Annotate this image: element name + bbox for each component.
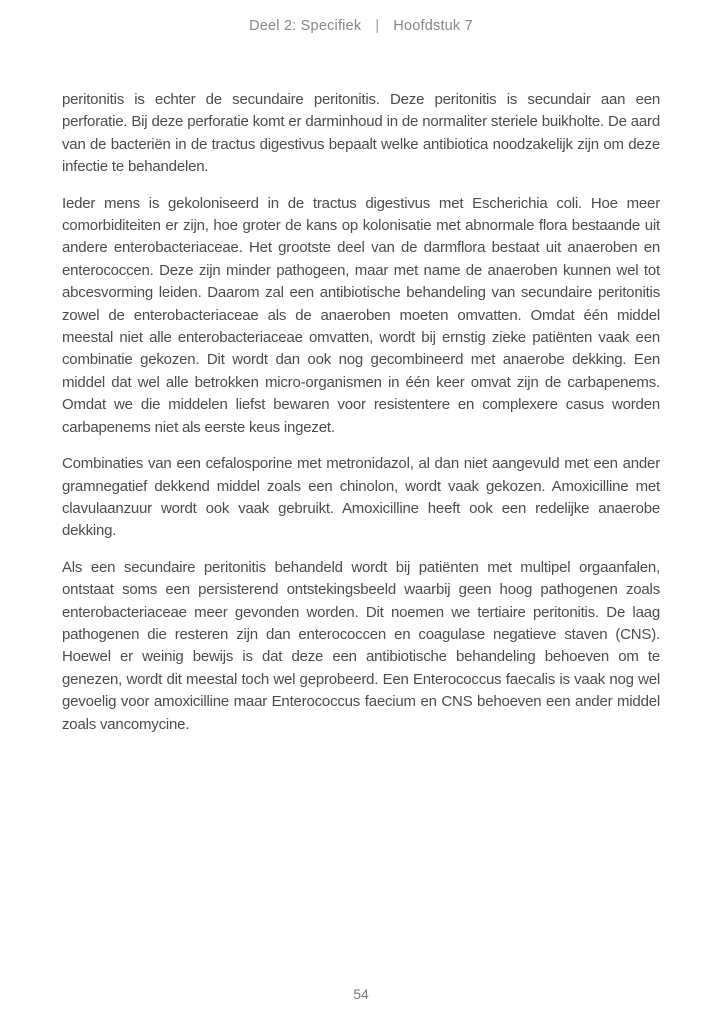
paragraph: Ieder mens is gekoloniseerd in de tractus digestivus met Escherichia coli. Hoe meer comorbiditeiten er zijn, hoe groter de kans op kolonisatie met abnormale flora bestaande uit andere enterobacteriaceae. Het grootste deel van de darmflora bestaat uit anaeroben en enterococcen. Deze zijn minder pathogeen, maar met name de anaeroben kunnen wel tot abcesvorming leiden. Daarom zal een antibiotische behandeling van secundaire peritonitis zowel de enterobacteriaceae als de anaeroben moeten omvatten. Omdat één middel meestal niet alle enterobacteriaceae omvatten, wordt bij ernstig zieke patiënten vaak een combinatie gekozen. Dit wordt dan ook nog gecombineerd met anaerobe dekking. Een middel dat wel alle betrokken micro-organismen in één keer omvat zijn de carbapenems. Omdat we die middelen liefst bewaren voor resistentere en complexere casus worden carbapenems niet als eerste keus ingezet. [62, 194, 660, 436]
body-text [62, 89, 660, 750]
paragraph: Als een secundaire peritonitis behandeld wordt bij patiënten met multipel orgaanfalen, ontstaat soms een persisterend ontstekingsbeeld waarbij geen hoog pathogenen zoals enterobacteriaceae meer gevonden worden. Dit noemen we tertiaire peritonitis. De laag pathogenen die resteren zijn dan enterococcen en coagulase negatieve staven (CNS). Hoewel er weinig bewijs is dat deze een antibiotische behandeling behoeven om te genezen, wordt dit meestal toch wel geprobeerd. Een Enterococcus faecalis is vaak nog wel gevoelig voor amoxicilline maar Enterococcus faecium en CNS behoeven een ander middel zoals vancomycine. [62, 558, 660, 733]
page-number: 54 [353, 986, 369, 1002]
paragraph: peritonitis is echter de secundaire peritonitis. Deze peritonitis is secundair aan een perforatie. Bij deze perforatie komt er darminhoud in de normaliter steriele buikholte. De aard van de bacteriën in de tractus digestivus bepaalt welke antibiotica noodzakelijk zijn om deze infectie te behandelen. [62, 91, 660, 176]
running-header [0, 18, 722, 34]
running-header-chapter: Hoofdstuk 7 [393, 18, 473, 34]
running-header-section: Deel 2: Specifiek [249, 18, 362, 34]
page-footer [0, 986, 722, 1002]
running-header-separator: | [375, 18, 380, 34]
paragraph: Combinaties van een cefalosporine met metronidazol, al dan niet aangevuld met een ander gramnegatief dekkend middel zoals een chinolon, wordt vaak gekozen. Amoxicilline met clavulaanzuur wordt ook vaak gebruikt. Amoxicilline heeft ook een redelijke anaerobe dekking. [62, 455, 660, 540]
